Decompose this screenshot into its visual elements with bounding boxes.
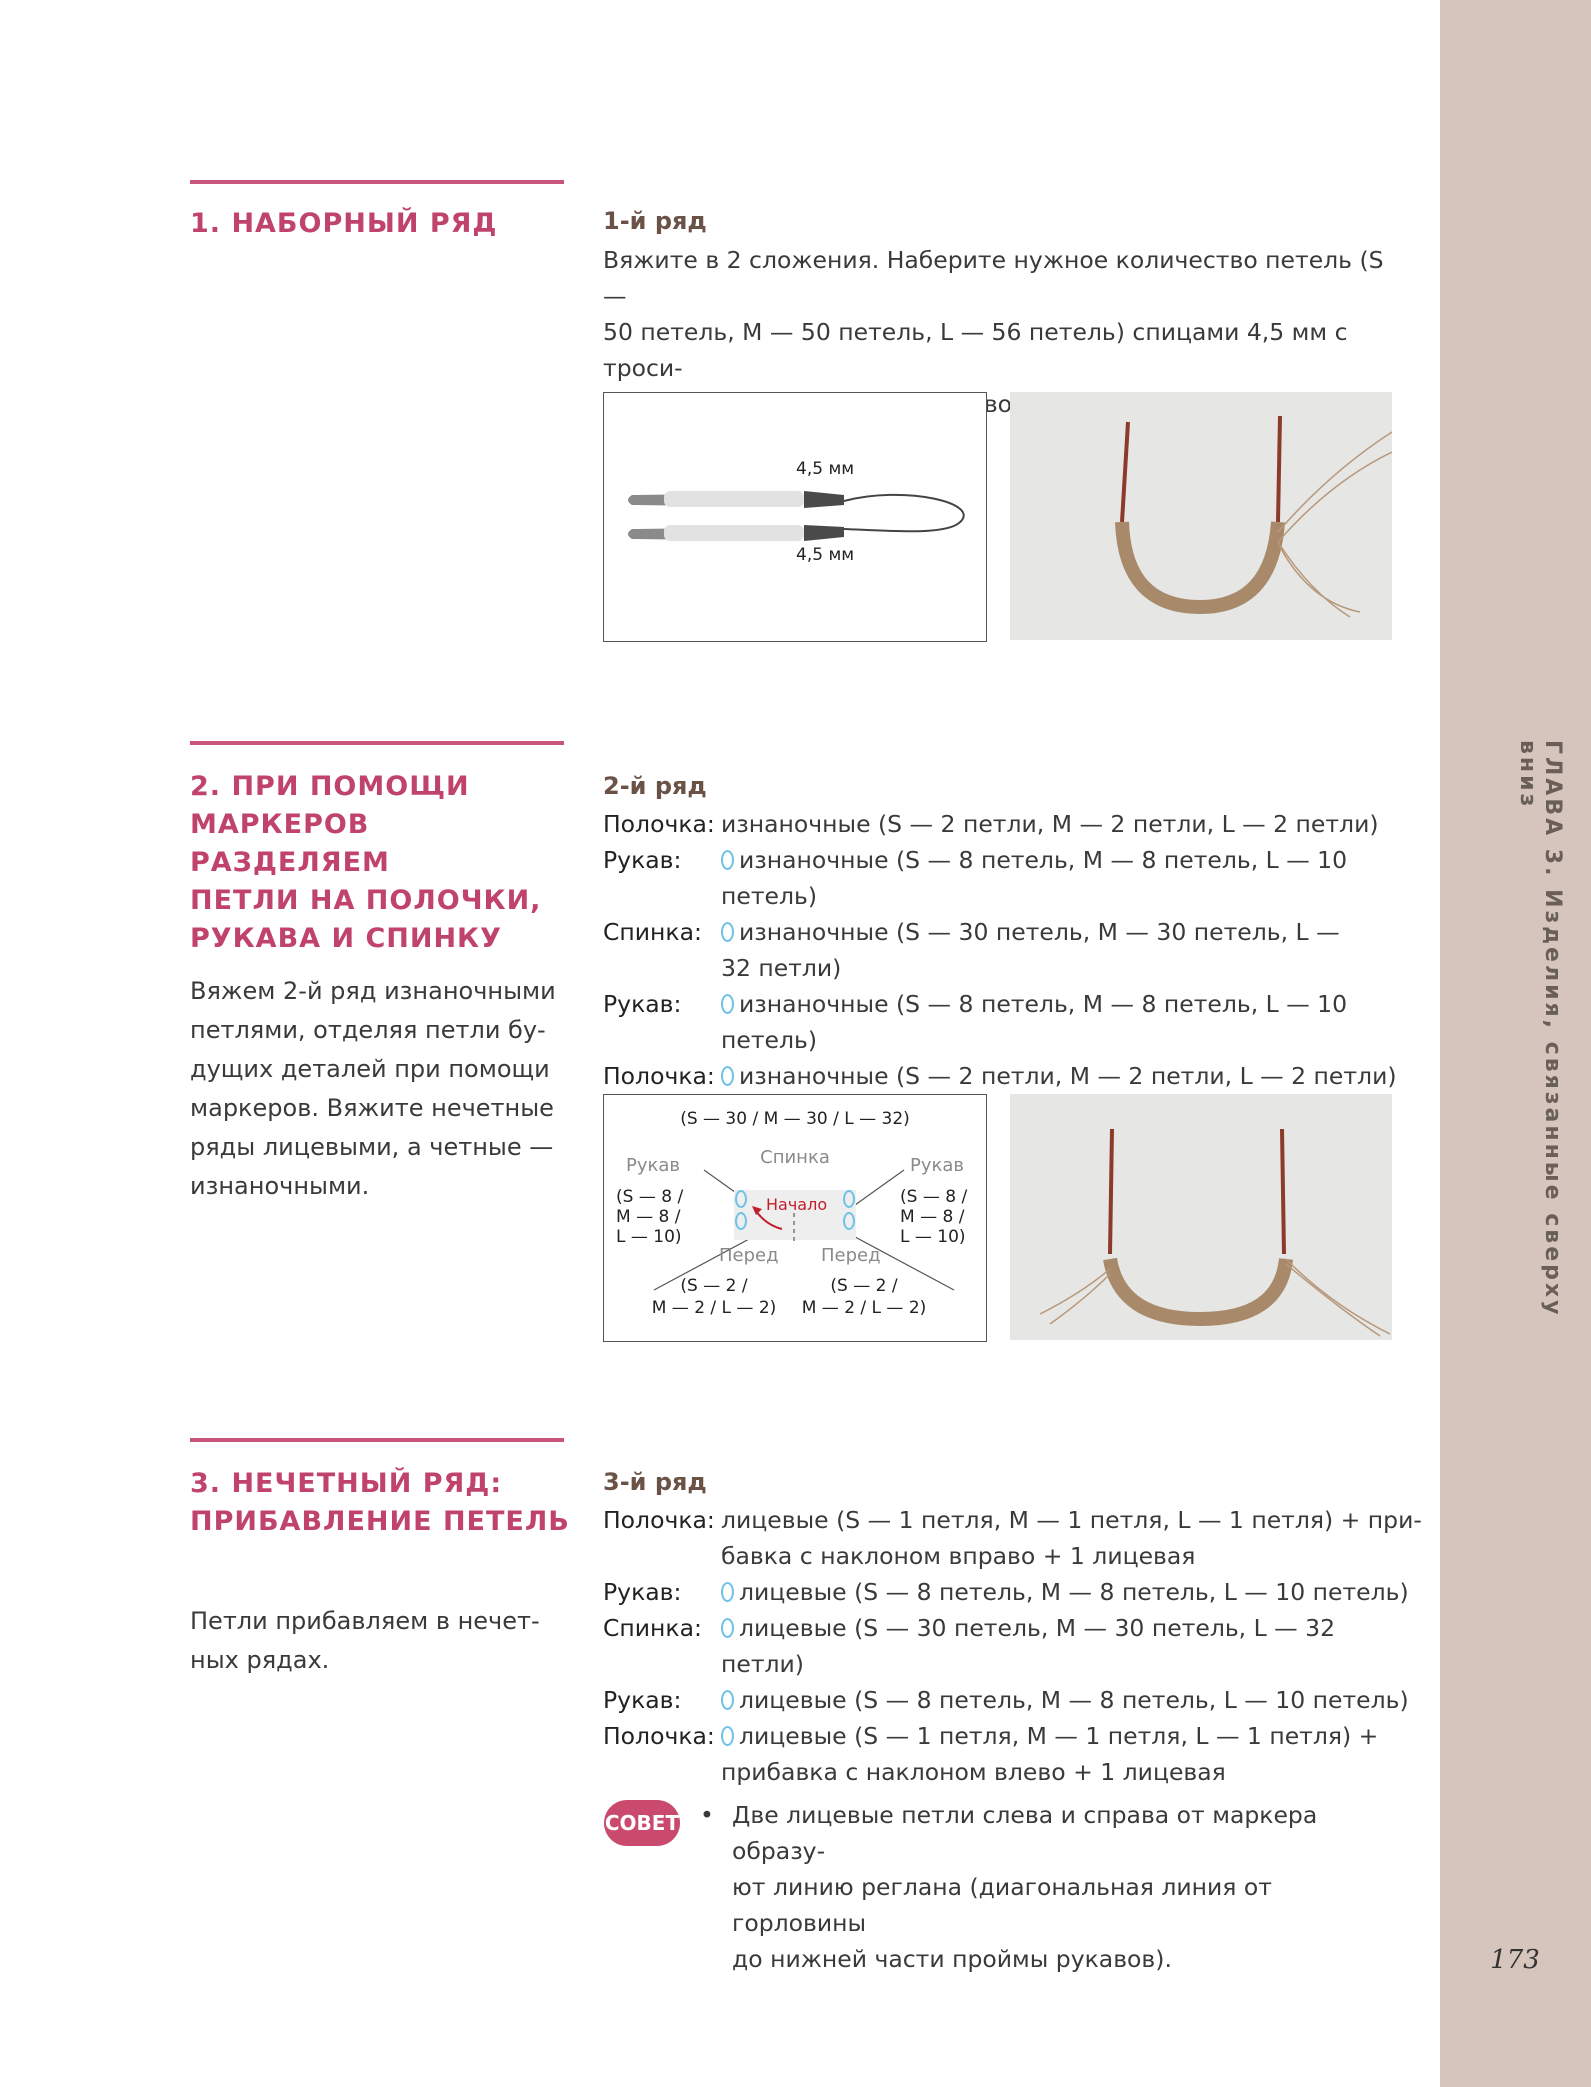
- row-value: лицевые (S — 8 петель, M — 8 петель, L — 10 петель): [739, 1686, 1409, 1714]
- section-title-line: ПРИБАВЛЕНИЕ ПЕТЕЛЬ: [190, 1506, 570, 1537]
- start-label: Начало: [766, 1195, 828, 1214]
- section-title-line: МАРКЕРОВ РАЗДЕЛЯЕМ: [190, 809, 390, 878]
- section-title-line: РУКАВА И СПИНКУ: [190, 923, 502, 954]
- description-line: ных рядах.: [190, 1646, 330, 1674]
- stitch-division-diagram: [603, 1094, 987, 1342]
- row-continuation: прибавка с наклоном влево + 1 лицевая: [721, 1758, 1226, 1786]
- row-continuation: 32 петли): [721, 954, 842, 982]
- row-value: изнаночные (S — 2 петли, M — 2 петли, L — 2 петли): [739, 1062, 1397, 1090]
- description-line: дущих деталей при помощи: [190, 1055, 550, 1083]
- row-label: Рукав:: [603, 1686, 682, 1714]
- tip-badge: СОВЕТ: [604, 1800, 680, 1846]
- table-row: [603, 986, 1423, 1058]
- row-label: Полочка:: [603, 1506, 715, 1534]
- section-title-line: 3. НЕЧЕТНЫЙ РЯД:: [190, 1468, 503, 1499]
- count-line: M — 2 / L — 2): [801, 1298, 927, 1318]
- section-3-description: [190, 1602, 560, 1680]
- description-line: ряды лицевыми, а четные —: [190, 1133, 554, 1161]
- row-value: лицевые (S — 1 петля, M — 1 петля, L — 1 петля) +: [739, 1722, 1379, 1750]
- count-line: (S — 2 /: [830, 1276, 898, 1296]
- paragraph-line: 50 петель, M — 50 петель, L — 56 петель) спицами 4,5 мм с троси-: [603, 318, 1348, 382]
- row-value: изнаночные (S — 2 петли, M — 2 петли, L — 2 петли): [721, 810, 1379, 838]
- count-line: (S — 2 /: [680, 1276, 748, 1296]
- table-row: [603, 1610, 1423, 1682]
- front-right-label: Перед: [821, 1245, 881, 1266]
- sleeve-left-counts: [616, 1187, 683, 1247]
- count-line: M — 2 / L — 2): [651, 1298, 777, 1318]
- row-value: изнаночные (S — 8 петель, M — 8 петель, L — 10 петель): [721, 990, 1348, 1054]
- stitch-marker-icon: [721, 1066, 734, 1086]
- section-rule: [190, 180, 564, 184]
- paragraph-line: Вяжите в 2 сложения. Наберите нужное количество петель (S —: [603, 246, 1384, 310]
- table-row: [603, 842, 1423, 914]
- row-3-table: [603, 1502, 1423, 1790]
- count-line: (S — 8 /: [900, 1187, 968, 1207]
- needle-drawing: [604, 393, 986, 641]
- stitch-marker-icon: [721, 1690, 734, 1710]
- section-title-line: ПЕТЛИ НА ПОЛОЧКИ,: [190, 885, 542, 916]
- description-line: Вяжем 2-й ряд изнаночными: [190, 977, 556, 1005]
- row-label: Спинка:: [603, 918, 702, 946]
- needle-size-label-top: 4,5 мм: [796, 459, 855, 479]
- row-label: Рукав:: [603, 990, 682, 1018]
- back-count-label: (S — 30 / M — 30 / L — 32): [680, 1109, 910, 1129]
- row-2-table: [603, 806, 1423, 1094]
- section-1-title: [190, 205, 570, 243]
- page-number: 173: [1490, 1945, 1540, 1975]
- table-row: [603, 1682, 1423, 1718]
- stitch-marker-icon: [721, 922, 734, 942]
- table-row: [603, 1058, 1423, 1094]
- tip-body: [732, 1797, 1390, 1977]
- description-line: изнаночными.: [190, 1172, 370, 1200]
- section-2-title: [190, 768, 570, 958]
- table-row: [603, 914, 1423, 950]
- stitch-marker-icon: [721, 1726, 734, 1746]
- section-3-title: [190, 1465, 570, 1541]
- row-label: Рукав:: [603, 1578, 682, 1606]
- tip-line: до нижней части проймы рукавов).: [732, 1945, 1172, 1973]
- bullet-icon: •: [700, 1801, 714, 1829]
- tip-text: [700, 1797, 1390, 1977]
- row-label: Полочка:: [603, 1722, 715, 1750]
- row-3-title: 3-й ряд: [603, 1468, 707, 1496]
- needle-diagram: [603, 392, 987, 642]
- stitch-marker-icon: [721, 1582, 734, 1602]
- back-label: Спинка: [760, 1147, 830, 1168]
- section-rule: [190, 741, 564, 745]
- description-line: маркеров. Вяжите нечетные: [190, 1094, 554, 1122]
- stitch-marker-icon: [721, 850, 734, 870]
- row-value: лицевые (S — 8 петель, M — 8 петель, L — 10 петель): [739, 1578, 1409, 1606]
- count-line: L — 10): [616, 1227, 682, 1247]
- sleeve-left-label: Рукав: [626, 1155, 681, 1176]
- front-left-counts: [644, 1275, 784, 1319]
- row-continuation: бавка с наклоном вправо + 1 лицевая: [721, 1542, 1196, 1570]
- table-row: [603, 1502, 1423, 1538]
- table-row: [603, 806, 1423, 842]
- description-line: петлями, отделяя петли бу-: [190, 1016, 546, 1044]
- count-line: M — 8 /: [900, 1207, 965, 1227]
- front-right-counts: [794, 1275, 934, 1319]
- section-rule: [190, 1438, 564, 1442]
- row-1-title: 1-й ряд: [603, 207, 707, 235]
- description-line: Петли прибавляем в нечет-: [190, 1607, 540, 1635]
- row-2-title: 2-й ряд: [603, 772, 707, 800]
- table-row: [603, 1718, 1423, 1754]
- sleeve-right-counts: [900, 1187, 967, 1247]
- knitting-photo-2: [1010, 1094, 1392, 1340]
- row-label: Спинка:: [603, 1614, 702, 1642]
- needle-size-label-bottom: 4,5 мм: [796, 545, 855, 565]
- stitch-marker-icon: [721, 994, 734, 1014]
- front-left-label: Перед: [719, 1245, 779, 1266]
- sleeve-right-label: Рукав: [909, 1155, 964, 1176]
- row-label: Рукав:: [603, 846, 682, 874]
- knitting-photo-1: [1010, 392, 1392, 640]
- section-title-line: 2. ПРИ ПОМОЩИ: [190, 771, 470, 802]
- chapter-title: ГЛАВА 3. Изделия, связанные сверху вниз: [1515, 740, 1565, 1318]
- row-value: лицевые (S — 1 петля, M — 1 петля, L — 1 петля) + при-: [721, 1506, 1422, 1534]
- count-line: L — 10): [900, 1227, 966, 1247]
- row-label: Полочка:: [603, 1062, 715, 1090]
- row-value: изнаночные (S — 8 петель, M — 8 петель, L — 10 петель): [721, 846, 1348, 910]
- table-row: [603, 1574, 1423, 1610]
- row-value: изнаночные (S — 30 петель, M — 30 петель, L —: [739, 918, 1340, 946]
- row-label: Полочка:: [603, 810, 715, 838]
- knitting-photo-2-image: [1010, 1094, 1392, 1340]
- count-line: M — 8 /: [616, 1207, 681, 1227]
- knitting-photo-1-image: [1010, 392, 1392, 640]
- row-value: лицевые (S — 30 петель, M — 30 петель, L — 32 петли): [721, 1614, 1336, 1678]
- tip-line: Две лицевые петли слева и справа от маркера образу-: [732, 1801, 1318, 1865]
- section-title-line: 1. НАБОРНЫЙ РЯД: [190, 208, 498, 239]
- count-line: (S — 8 /: [616, 1187, 684, 1207]
- tip-line: ют линию реглана (диагональная линия от горловины: [732, 1873, 1272, 1937]
- section-2-description: [190, 972, 560, 1206]
- stitch-marker-icon: [721, 1618, 734, 1638]
